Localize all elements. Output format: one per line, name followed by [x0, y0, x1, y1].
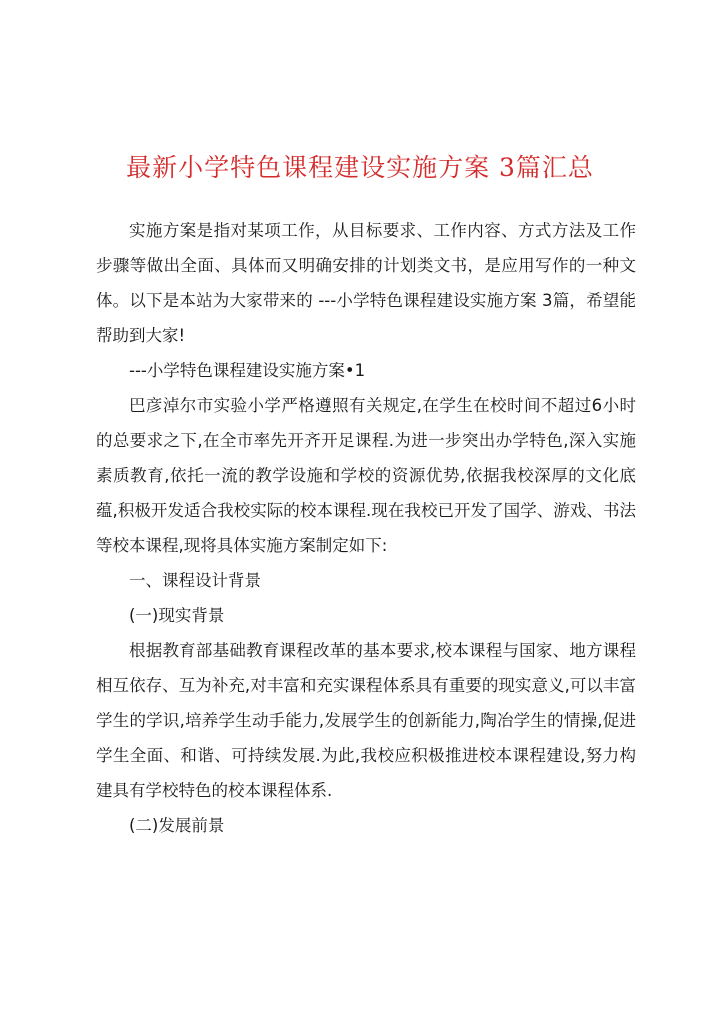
document-title: 最新小学特色课程建设实施方案 3篇汇总 — [126, 153, 594, 182]
heading-development-prospect: (二)发展前景 — [129, 816, 225, 835]
section-heading-plan-1: ---小学特色课程建设实施方案•1 — [129, 361, 366, 380]
heading-realistic-background: (一)现实背景 — [129, 606, 225, 625]
realistic-background-paragraph: 根据教育部基础教育课程改革的基本要求,校本课程与国家、地方课程相互依存、互为补充,对丰富和充实课程体系具有重要的现实意义,可以丰富学生的学识,培养学生动手能力,发展学生的创新能力,陶冶学生的情操,促进学生全面、和谐、可持续发展.为此,我校应积极推进校本课程建设,努力构建具有学校特色的校本课程体系. — [96, 641, 636, 800]
intro-paragraph: 实施方案是指对某项工作，从目标要求、工作内容、方式方法及工作步骤等做出全面、具体而又明确安排的计划类文书，是应用写作的一种文体。以下是本站为大家带来的 ---小学特色课程建设实施方案 3篇，希望能帮助到大家! — [96, 221, 636, 345]
school-overview-paragraph: 巴彦淖尔市实验小学严格遵照有关规定,在学生在校时间不超过6小时的总要求之下,在全市率先开齐开足课程.为进一步突出办学特色,深入实施素质教育,依托一流的教学设施和学校的资源优势,依据我校深厚的文化底蕴,积极开发适合我校实际的校本课程.现在我校已开发了国学、游戏、书法等校本课程,现将具体实施方案制定如下: — [96, 396, 636, 555]
heading-course-design-background: 一、课程设计背景 — [129, 571, 261, 590]
document-body — [96, 213, 636, 843]
